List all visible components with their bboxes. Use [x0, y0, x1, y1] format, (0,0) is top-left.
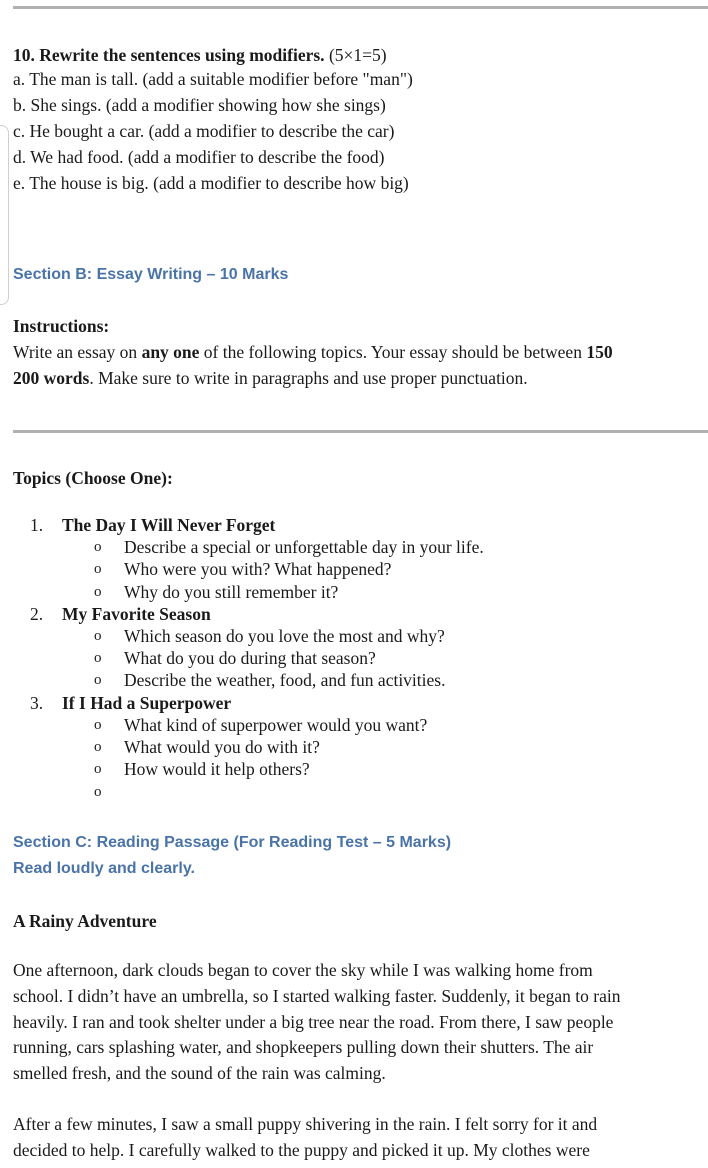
section-c-subheading: Read loudly and clearly. [13, 860, 195, 877]
topic-point: o Who were you with? What happened? [94, 559, 392, 580]
circle-bullet-icon: o [94, 716, 102, 733]
topic-item [30, 692, 428, 803]
circle-bullet-icon: o [94, 650, 102, 667]
topic-point-empty [30, 781, 275, 803]
instructions-text-part: of the following topics. Your essay should be between [199, 342, 587, 362]
question-item: b. She sings. (add a modifier showing how she sings) [13, 95, 386, 115]
topic-title: The Day I Will Never Forget [62, 515, 276, 535]
instructions-emphasis: 150 [586, 342, 613, 362]
question-10-marks: (5×1=5) [324, 45, 387, 65]
topic-point: o Describe the weather, food, and fun activities. [94, 670, 446, 691]
topic-number: 2. [30, 603, 44, 624]
section-b-heading: Section B: Essay Writing – 10 Marks [13, 266, 289, 283]
section-divider [13, 430, 708, 433]
topic-point: o Which season do you love the most and why? [94, 625, 445, 646]
circle-bullet-icon: o [94, 739, 102, 756]
instructions-emphasis: 200 words [13, 368, 90, 388]
question-10-heading: 10. Rewrite the sentences using modifiers. [13, 45, 325, 65]
question-item: c. He bought a car. (add a modifier to describe the car) [13, 121, 395, 141]
story-title: A Rainy Adventure [13, 911, 157, 931]
margin-comment-marker [0, 125, 9, 305]
circle-bullet-icon: o [94, 783, 102, 800]
instructions-text [13, 339, 613, 391]
paragraph-line: school. I didn’t have an umbrella, so I started walking faster. Suddenly, it began to rain [13, 985, 621, 1006]
section-c-heading: Section C: Reading Passage (For Reading Test – 5 Marks) [13, 834, 452, 851]
topics-list [30, 514, 484, 803]
question-item: e. The house is big. (add a modifier to describe how big) [13, 173, 409, 193]
story-paragraph-2 [13, 1112, 597, 1164]
topic-point: o Describe a special or unforgettable day in your life. [94, 537, 484, 557]
paragraph-line: After a few minutes, I saw a small puppy shivering in the rain. I felt sorry for it and [13, 1114, 598, 1134]
circle-bullet-icon: o [94, 561, 102, 578]
top-divider [13, 6, 708, 9]
topic-point: o How would it help others? [94, 759, 310, 780]
topic-point: o What would you do with it? [94, 737, 320, 758]
instructions-text-part: . Make sure to write in paragraphs and use proper punctuation. [89, 368, 528, 388]
instructions-label: Instructions: [13, 316, 110, 336]
story-paragraph-1 [13, 958, 621, 1087]
circle-bullet-icon: o [94, 583, 102, 600]
topic-item [30, 514, 484, 603]
topic-title: My Favorite Season [62, 603, 211, 624]
circle-bullet-icon: o [94, 761, 102, 778]
question-10-title [13, 42, 387, 68]
topic-item [30, 603, 446, 692]
instructions-text-part: Write an essay on [13, 342, 142, 362]
topic-number: 3. [30, 692, 44, 713]
circle-bullet-icon: o [94, 672, 102, 689]
paragraph-line: running, cars splashing water, and shopkeepers pulling down their shutters. The air [13, 1037, 594, 1058]
question-item: a. The man is tall. (add a suitable modifier before "man") [13, 69, 413, 89]
topic-point: o Why do you still remember it? [94, 581, 339, 602]
topic-number: 1. [30, 515, 44, 535]
topic-point: o What do you do during that season? [94, 648, 376, 669]
topic-point: o What kind of superpower would you want? [94, 714, 428, 735]
instructions-emphasis: any one [141, 342, 200, 362]
circle-bullet-icon: o [94, 539, 102, 555]
circle-bullet-icon: o [94, 627, 102, 644]
paragraph-line: heavily. I ran and took shelter under a big tree near the road. From there, I saw people [13, 1011, 614, 1032]
question-10-items [13, 66, 413, 196]
topics-heading: Topics (Choose One): [13, 468, 173, 488]
topic-title: If I Had a Superpower [62, 692, 232, 713]
paragraph-line: One afternoon, dark clouds began to cover the sky while I was walking home from [13, 960, 593, 980]
paragraph-line: smelled fresh, and the sound of the rain was calming. [13, 1063, 386, 1084]
paragraph-line: decided to help. I carefully walked to the puppy and picked it up. My clothes were [13, 1139, 590, 1160]
question-item: d. We had food. (add a modifier to describe the food) [13, 147, 385, 167]
